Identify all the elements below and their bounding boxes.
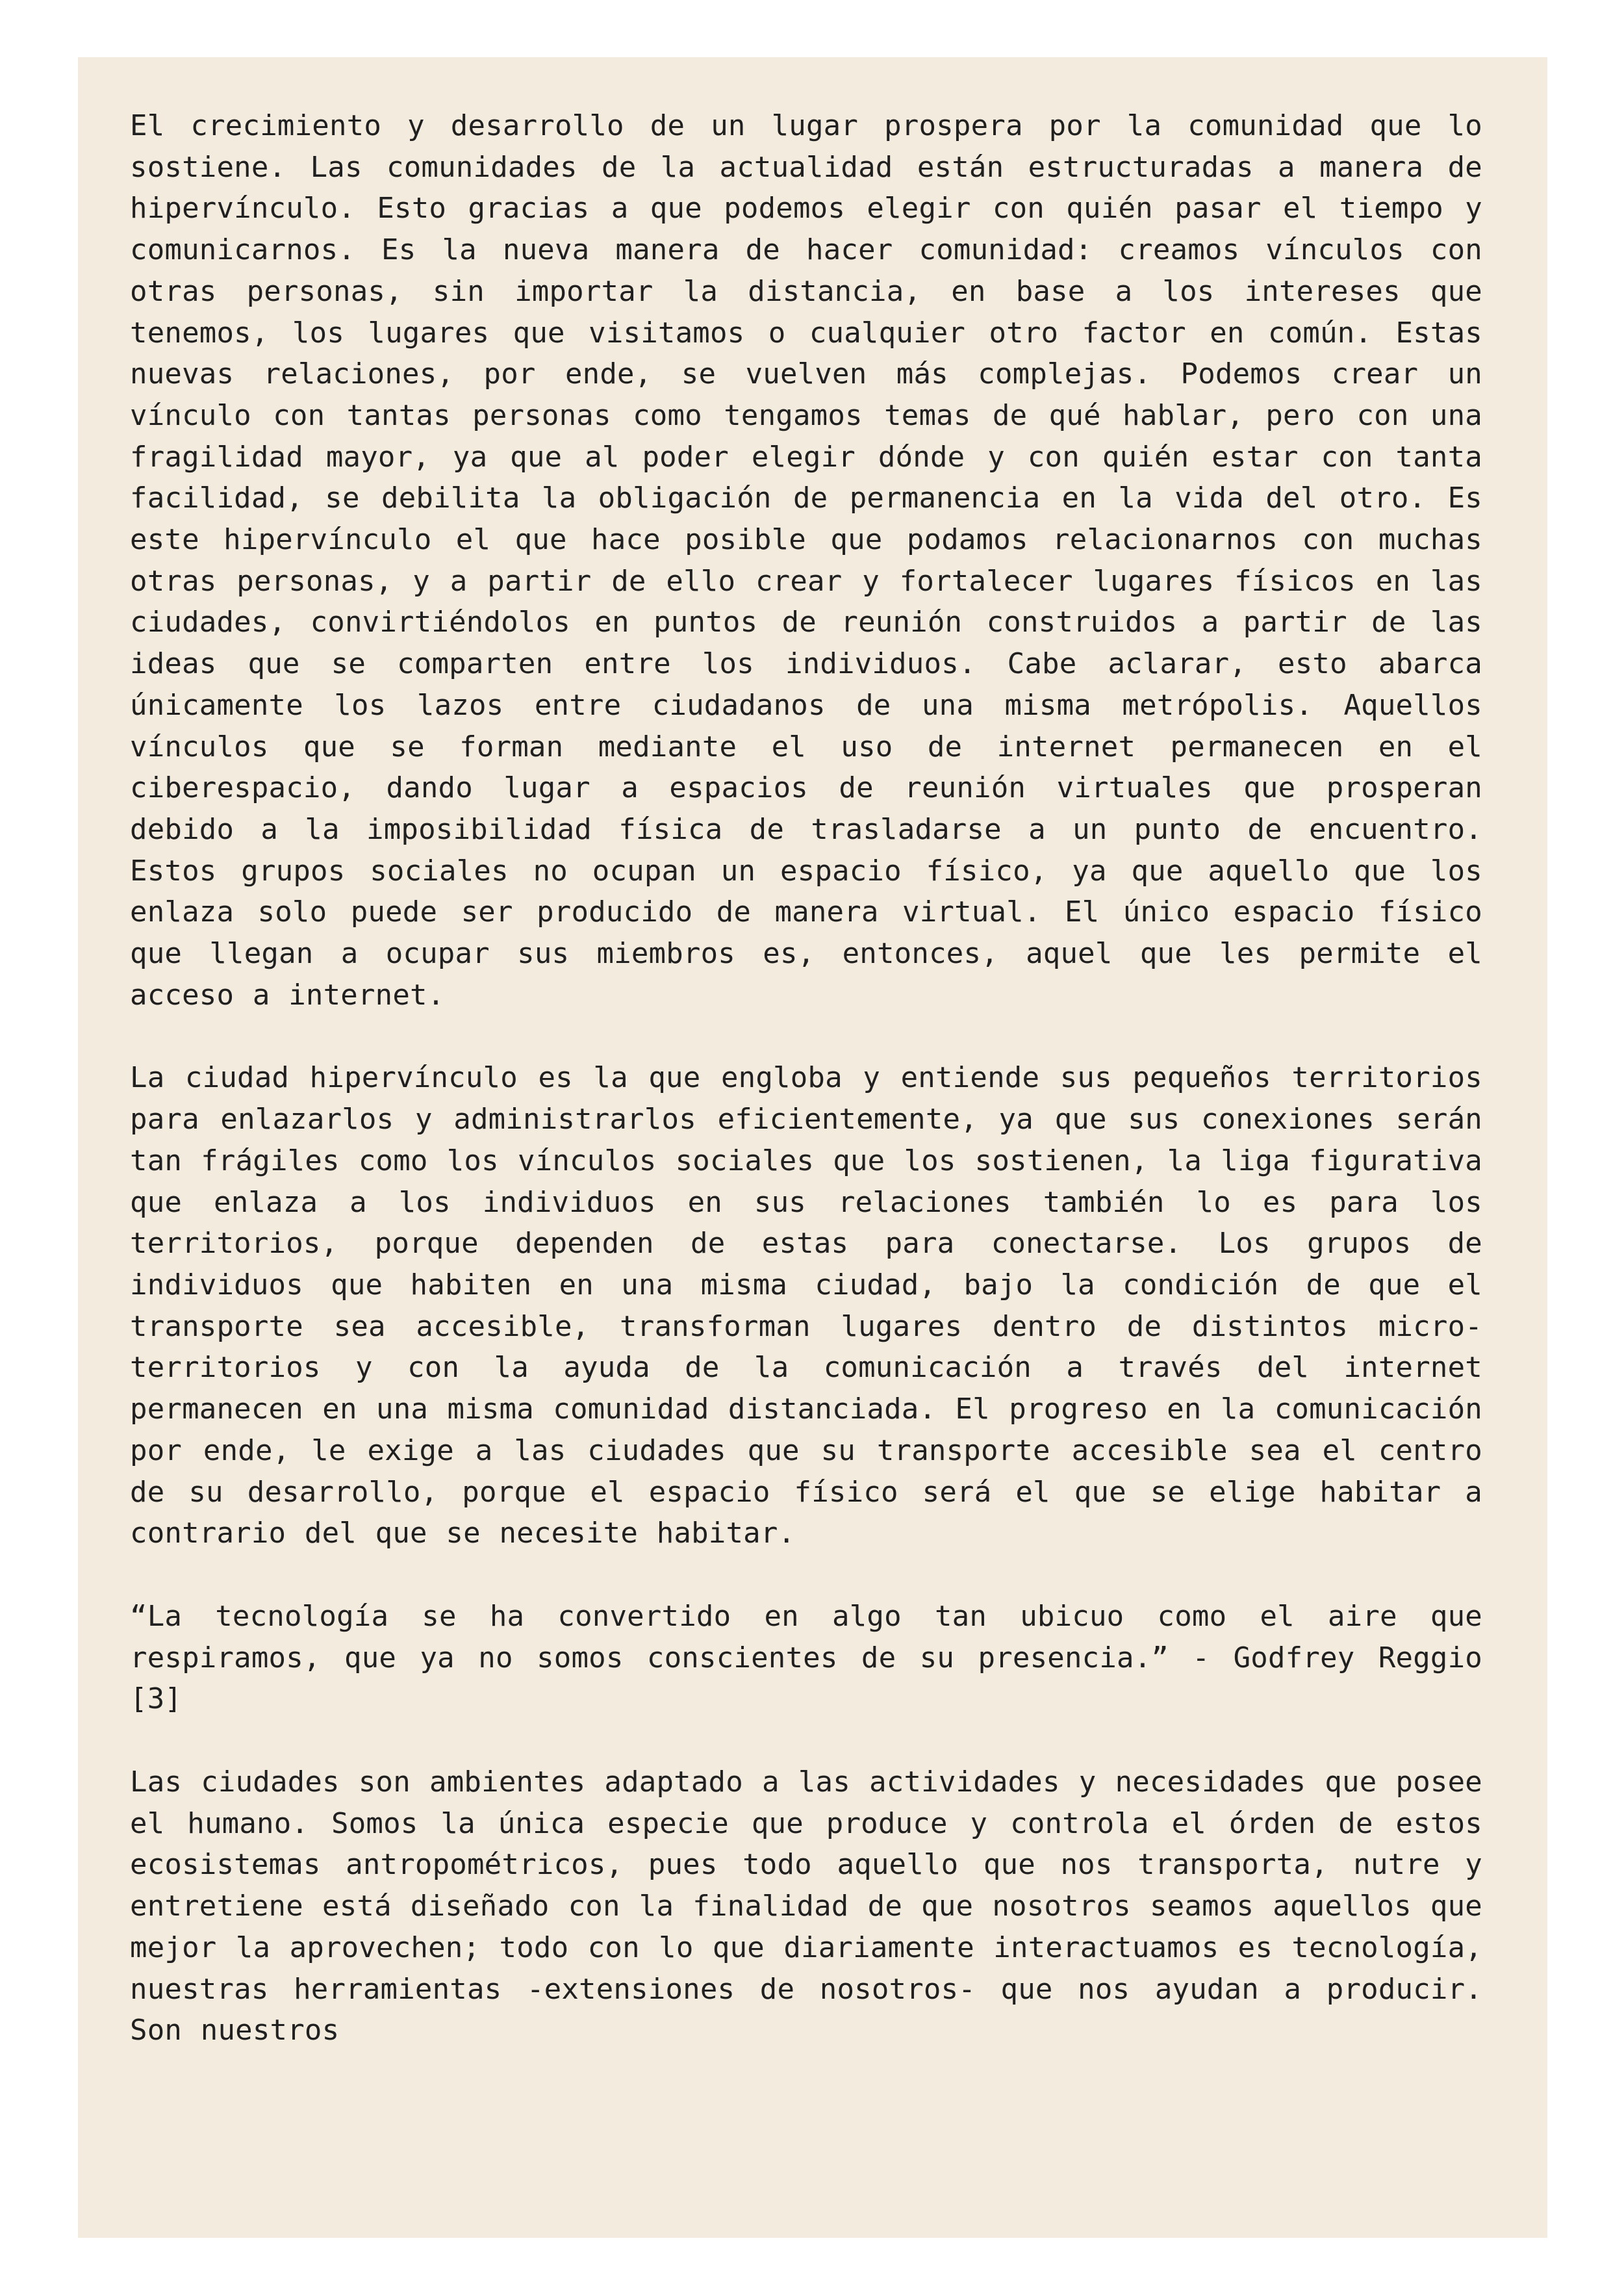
paragraph-hyperlink-city: La ciudad hipervínculo es la que engloba y entiende sus pequeños territorios para enlazarlos y administrarlos eficientemente, ya que sus conexiones serán tan frágiles como los vínculos sociales que los sostienen, la liga figurativa que enlaza a los individuos en sus relaciones también lo es para los territorios, porque dependen de estas para conectarse. Los grupos de individuos que habiten en una misma ciudad, bajo la condición de que el transporte sea accesible, transforman lugares dentro de distintos micro-territorios y con la ayuda de la comunicación a través del internet permanecen en una misma comunidad distanciada. El progreso en la comunicación por ende, le exige a las ciudades que su transporte accesible sea el centro de su desarrollo, porque el espacio físico será el que se elige habitar a contrario del que se necesite habitar. <box>130 1061 1482 1550</box>
quote-godfrey-reggio: “La tecnología se ha convertido en algo tan ubicuo como el aire que respiramos, que ya no somos conscientes de su presencia.” - Godfrey Reggio [3] <box>130 1599 1482 1716</box>
paragraph-cities-environments: Las ciudades son ambientes adaptado a las actividades y necesidades que posee el humano. Somos la única especie que produce y controla el órden de estos ecosistemas antropométricos, pues todo aquello que nos transporta, nutre y entretiene está diseñado con la finalidad de que nosotros seamos aquellos que mejor la aprovechen; todo con lo que diariamente interactuamos es tecnología, nuestras herramientas -extensiones de nosotros- que nos ayudan a producir. Son nuestros <box>130 1765 1482 2047</box>
document-page <box>78 57 1547 2238</box>
paragraph-community-hyperlink: El crecimiento y desarrollo de un lugar prospera por la comunidad que lo sostiene. Las comunidades de la actualidad están estructuradas a manera de hipervínculo. Esto gracias a que podemos elegir con quién pasar el tiempo y comunicarnos. Es la nueva manera de hacer comunidad: creamos vínculos con otras personas, sin importar la distancia, en base a los intereses que tenemos, los lugares que visitamos o cualquier otro factor en común. Estas nuevas relaciones, por ende, se vuelven más complejas. Podemos crear un vínculo con tantas personas como tengamos temas de qué hablar, pero con una fragilidad mayor, ya que al poder elegir dónde y con quién estar con tanta facilidad, se debilita la obligación de permanencia en la vida del otro. Es este hipervínculo el que hace posible que podamos relacionarnos con muchas otras personas, y a partir de ello crear y fortalecer lugares físicos en las ciudades, convirtiéndolos en puntos de reunión construidos a partir de las ideas que se comparten entre los individuos. Cabe aclarar, esto abarca únicamente los lazos entre ciudadanos de una misma metrópolis. Aquellos vínculos que se forman mediante el uso de internet permanecen en el ciberespacio, dando lugar a espacios de reunión virtuales que prosperan debido a la imposibilidad física de trasladarse a un punto de encuentro. Estos grupos sociales no ocupan un espacio físico, ya que aquello que los enlaza solo puede ser producido de manera virtual. El único espacio físico que llegan a ocupar sus miembros es, entonces, aquel que les permite el acceso a internet. <box>130 109 1482 1012</box>
